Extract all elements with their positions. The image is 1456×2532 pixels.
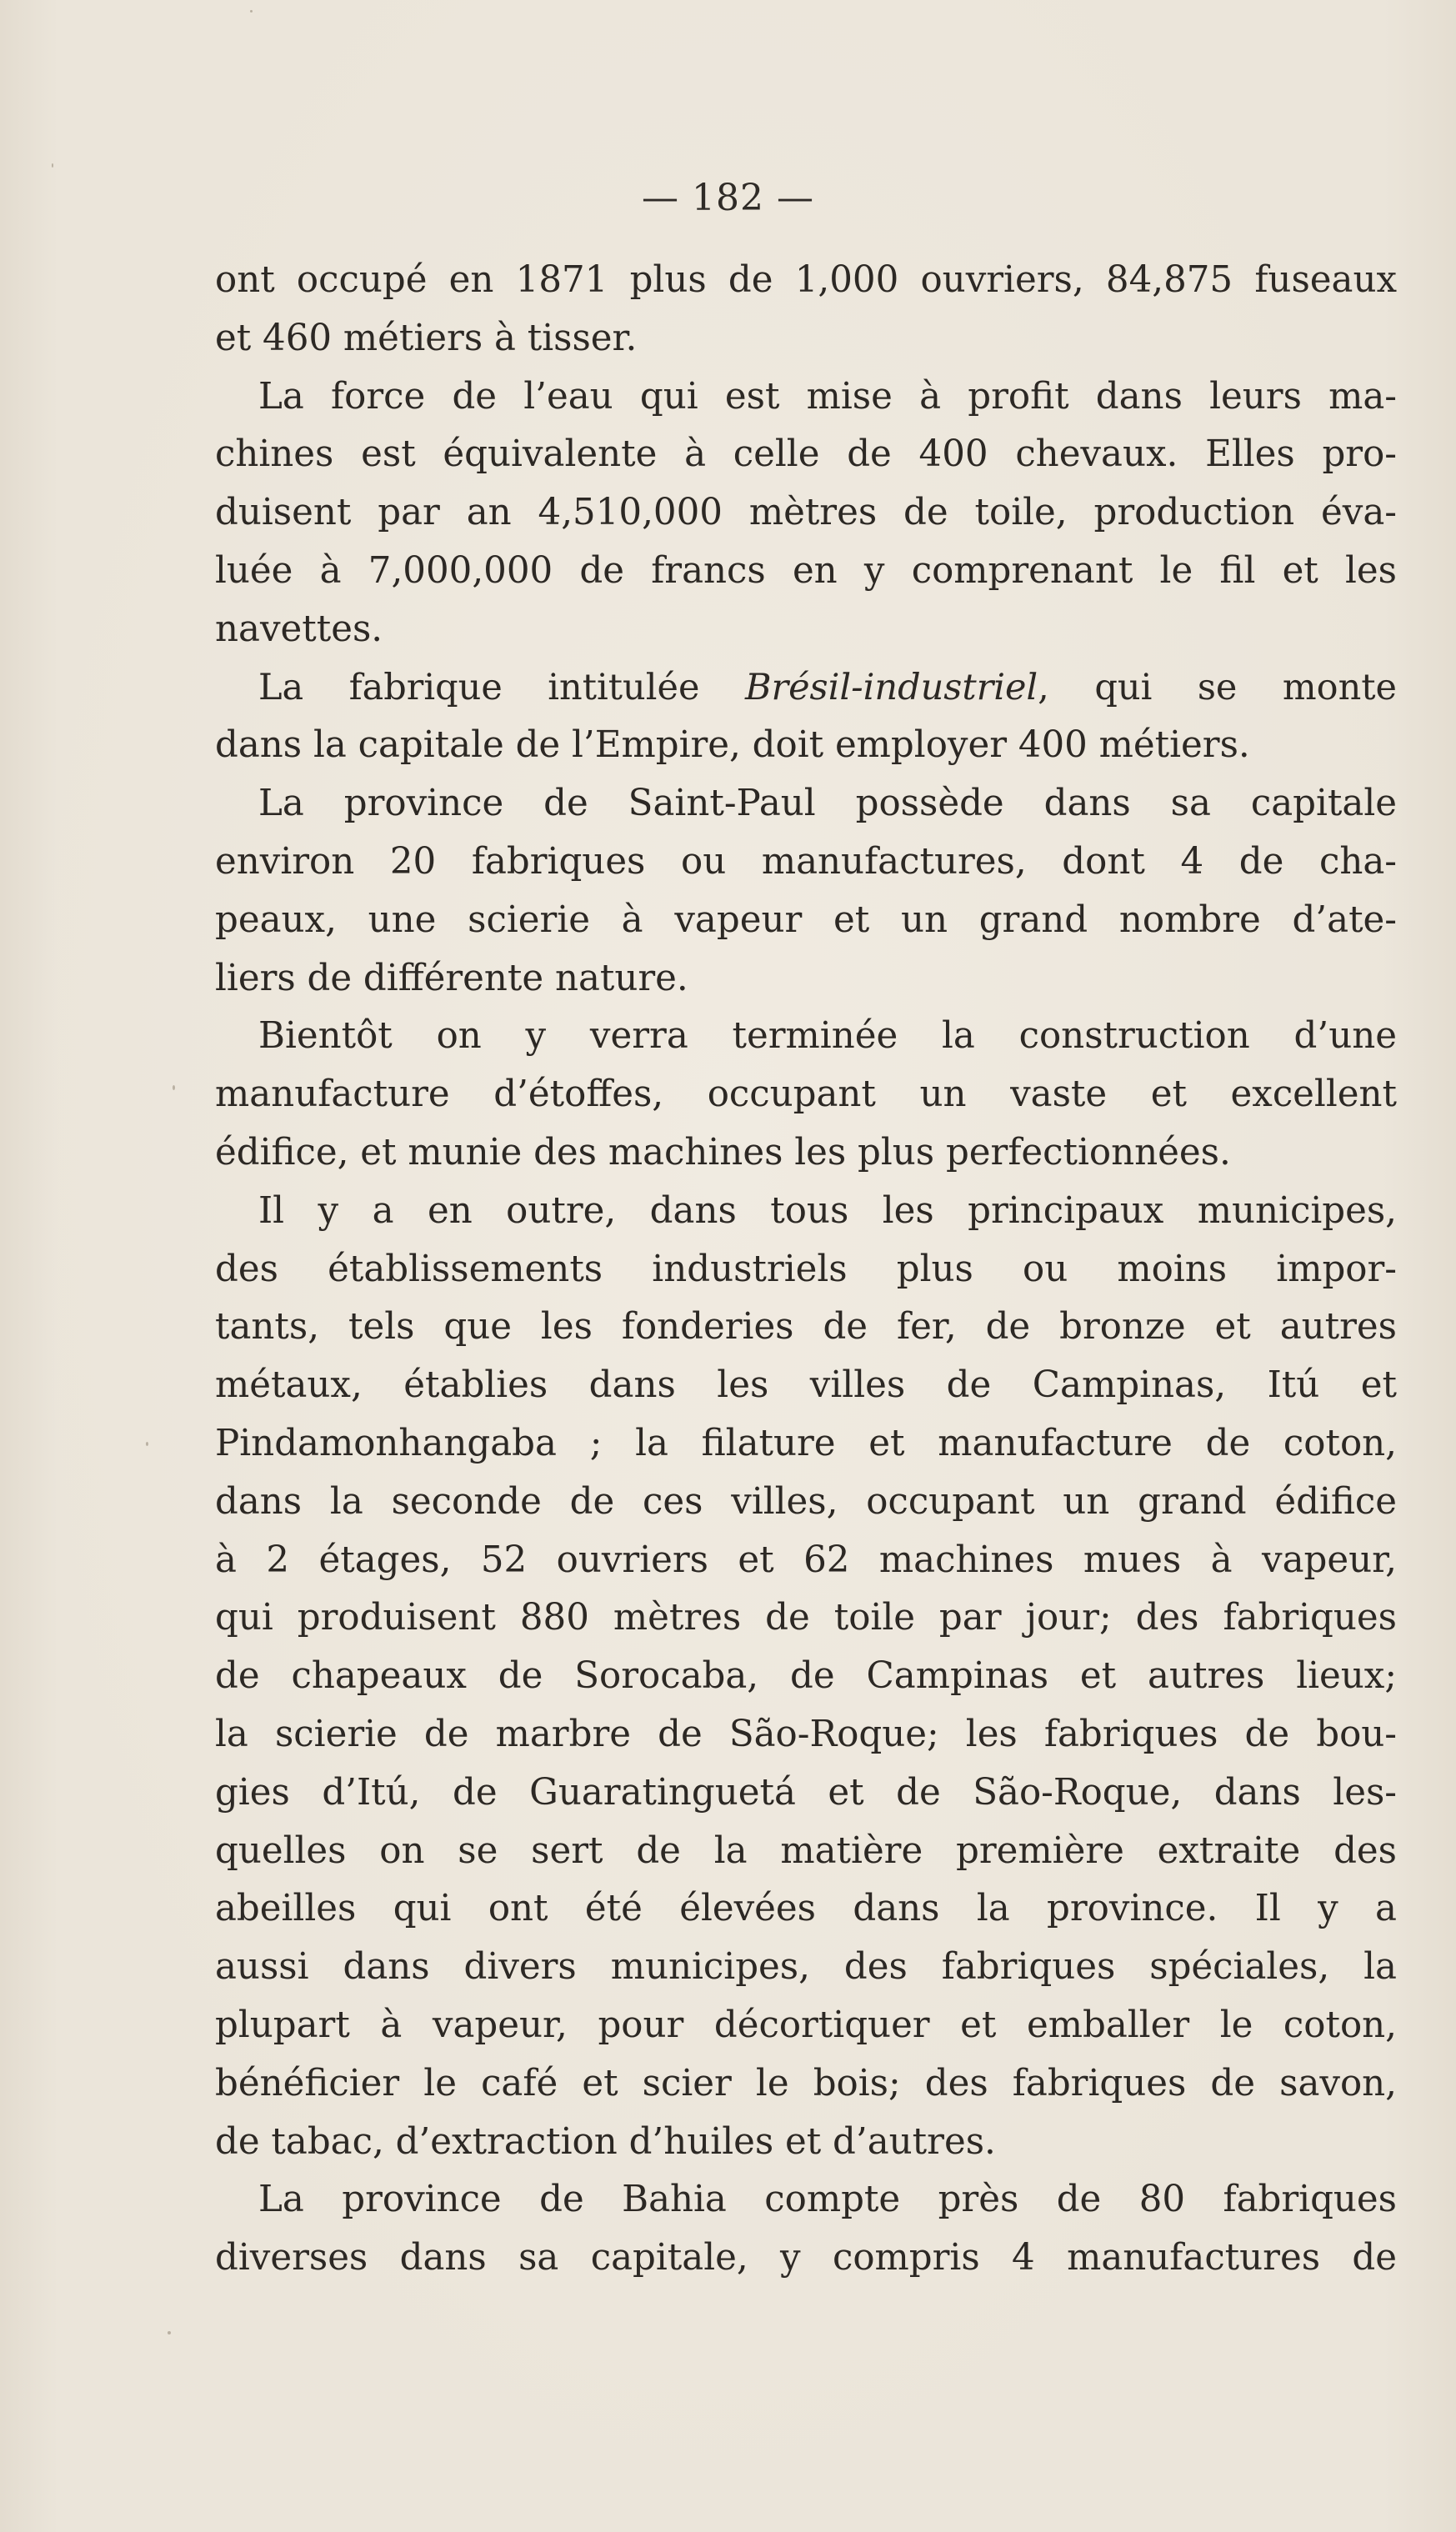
text-segment: La fabrique intitulée xyxy=(258,666,745,708)
text-line: chines est équivalente à celle de 400 chevaux. Elles pro- xyxy=(215,433,1397,476)
text-line: de chapeaux de Sorocaba, de Campinas et autres lieux; xyxy=(215,1655,1397,1698)
text-line: abeilles qui ont été élevées dans la province. Il y a xyxy=(215,1888,1397,1930)
text-line: des établissements industriels plus ou moins impor- xyxy=(215,1248,1397,1290)
paper-speck xyxy=(250,10,253,13)
text-line: La province de Bahia compte près de 80 fabriques xyxy=(258,2179,1397,2221)
text-line: et 460 métiers à tisser. xyxy=(215,317,638,359)
text-line: dans la seconde de ces villes, occupant un grand édifice xyxy=(215,1480,1397,1523)
text-line: La province de Saint-Paul possède dans sa capitale xyxy=(258,783,1397,825)
text-line: qui produisent 880 mètres de toile par jour; des fabriques xyxy=(215,1597,1397,1639)
body-text xyxy=(215,252,1397,2288)
text-line: peaux, une scierie à vapeur et un grand nombre d’ate- xyxy=(215,898,1397,941)
paper-speck xyxy=(168,2331,171,2334)
text-line: la scierie de marbre de São-Roque; les fabriques de bou- xyxy=(215,1713,1397,1755)
text-line xyxy=(215,659,1397,718)
text-line: duisent par an 4,510,000 mètres de toile, production éva- xyxy=(215,492,1397,534)
text-line: navettes. xyxy=(215,608,383,650)
paper-speck xyxy=(173,1085,175,1090)
text-line: liers de différente nature. xyxy=(215,957,688,999)
italic-title: Brésil-industriel xyxy=(744,666,1038,708)
text-line: Il y a en outre, dans tous les principaux municipes, xyxy=(258,1189,1397,1232)
text-line: La force de l’eau qui est mise à profit dans leurs ma- xyxy=(258,375,1397,418)
text-line: métaux, établies dans les villes de Campinas, Itú et xyxy=(215,1364,1397,1407)
text-line: environ 20 fabriques ou manufactures, dont 4 de cha- xyxy=(215,840,1397,883)
text-line: édifice, et munie des machines les plus perfectionnées. xyxy=(215,1131,1231,1173)
text-line: luée à 7,000,000 de francs en y comprenant le fil et les xyxy=(215,549,1397,592)
page-number: — 182 — xyxy=(642,177,814,219)
text-line: gies d’Itú, de Guaratinguetá et de São-Roque, dans les- xyxy=(215,1771,1397,1814)
text-line: Bientôt on y verra terminée la construction d’une xyxy=(258,1015,1397,1058)
text-line: de tabac, d’extraction d’huiles et d’autres. xyxy=(215,2120,996,2163)
text-line: dans la capitale de l’Empire, doit employer 400 métiers. xyxy=(215,724,1250,767)
text-line: quelles on se sert de la matière première extraite des xyxy=(215,1829,1397,1872)
text-line: bénéficier le café et scier le bois; des fabriques de savon, xyxy=(215,2062,1397,2104)
paper-speck xyxy=(146,1442,148,1446)
text-line: diverses dans sa capitale, y compris 4 manufactures de xyxy=(215,2237,1397,2279)
text-line: aussi dans divers municipes, des fabriques spéciales, la xyxy=(215,1946,1397,1989)
text-line: manufacture d’étoffes, occupant un vaste et excellent xyxy=(215,1073,1397,1116)
text-line: Pindamonhangaba ; la filature et manufacture de coton, xyxy=(215,1422,1397,1464)
paper-speck xyxy=(52,163,53,168)
text-line: tants, tels que les fonderies de fer, de bronze et autres xyxy=(215,1306,1397,1349)
text-segment: , qui se monte xyxy=(1038,666,1397,708)
text-line: ont occupé en 1871 plus de 1,000 ouvriers, 84,875 fuseaux xyxy=(215,259,1397,301)
text-line: plupart à vapeur, pour décortiquer et emballer le coton, xyxy=(215,2004,1397,2046)
text-line: à 2 étages, 52 ouvriers et 62 machines mues à vapeur, xyxy=(215,1539,1397,1581)
